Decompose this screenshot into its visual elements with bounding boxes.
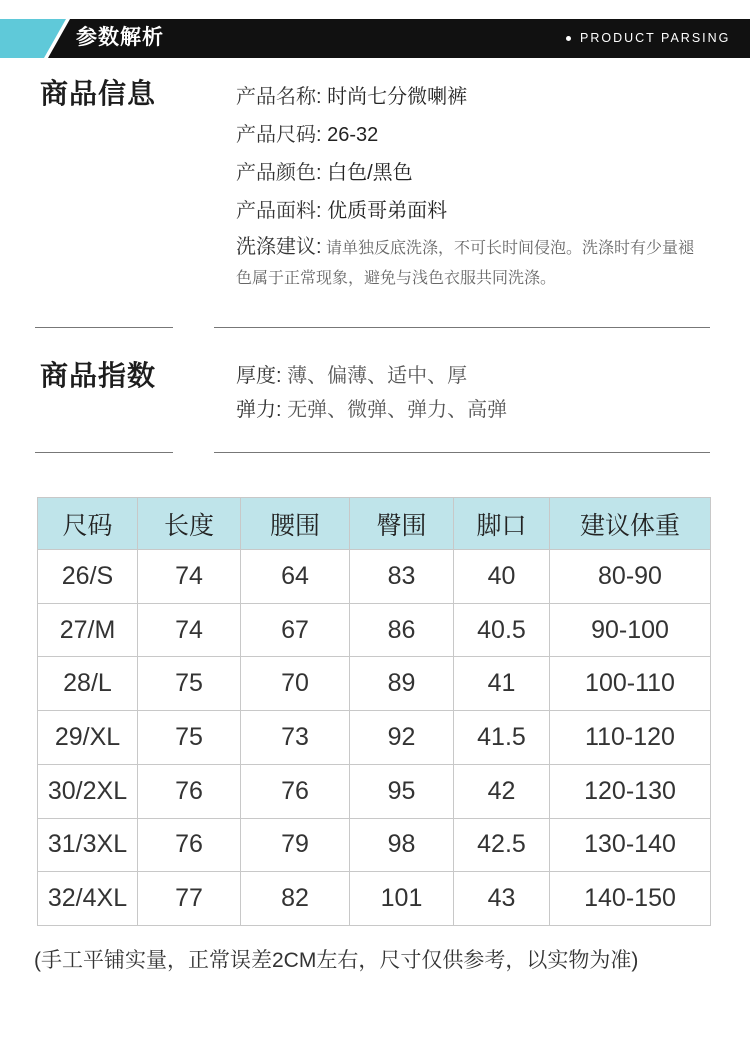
table-cell: 75 <box>138 711 241 765</box>
table-cell: 130-140 <box>550 818 711 872</box>
column-header: 腰围 <box>241 498 350 550</box>
table-cell: 30/2XL <box>38 764 138 818</box>
table-cell: 73 <box>241 711 350 765</box>
thickness-options: 薄、偏薄、适中、厚 <box>287 365 468 387</box>
elasticity-label: 弹力: <box>236 399 282 421</box>
table-cell: 86 <box>350 603 454 657</box>
column-header: 脚口 <box>454 498 550 550</box>
product-info-heading: 商品信息 <box>40 78 157 109</box>
table-cell: 42 <box>454 764 550 818</box>
divider <box>214 452 710 453</box>
table-cell: 40.5 <box>454 603 550 657</box>
table-cell: 41.5 <box>454 711 550 765</box>
header-subtitle: PRODUCT PARSING <box>580 31 731 45</box>
table-cell: 67 <box>241 603 350 657</box>
column-header: 臀围 <box>350 498 454 550</box>
table-cell: 32/4XL <box>38 872 138 926</box>
elasticity-line <box>236 393 507 422</box>
table-cell: 100-110 <box>550 657 711 711</box>
divider <box>35 327 173 328</box>
info-label: 产品颜色: <box>236 162 322 184</box>
table-cell: 75 <box>138 657 241 711</box>
table-cell: 92 <box>350 711 454 765</box>
table-cell: 74 <box>138 603 241 657</box>
table-cell: 80-90 <box>550 550 711 604</box>
size-table <box>37 497 711 926</box>
info-line-name <box>236 80 467 109</box>
info-line-color <box>236 156 413 185</box>
care-label: 洗涤建议: <box>236 236 322 258</box>
thickness-label: 厚度: <box>236 365 282 387</box>
table-cell: 27/M <box>38 603 138 657</box>
table-cell: 77 <box>138 872 241 926</box>
table-cell: 90-100 <box>550 603 711 657</box>
info-label: 产品尺码: <box>236 124 322 146</box>
thickness-line <box>236 359 467 388</box>
care-instructions <box>236 232 706 294</box>
table-cell: 70 <box>241 657 350 711</box>
info-value: 优质哥弟面料 <box>327 200 448 222</box>
divider <box>35 452 173 453</box>
table-cell: 76 <box>138 764 241 818</box>
table-cell: 42.5 <box>454 818 550 872</box>
table-row <box>38 603 711 657</box>
info-label: 产品面料: <box>236 200 322 222</box>
table-cell: 110-120 <box>550 711 711 765</box>
column-header: 建议体重 <box>550 498 711 550</box>
table-cell: 83 <box>350 550 454 604</box>
info-value: 时尚七分微喇裤 <box>327 86 468 108</box>
table-cell: 101 <box>350 872 454 926</box>
table-cell: 40 <box>454 550 550 604</box>
header-title: 参数解析 <box>76 26 164 49</box>
table-row <box>38 764 711 818</box>
table-row <box>38 657 711 711</box>
info-value: 白色/黑色 <box>327 162 413 184</box>
table-cell: 26/S <box>38 550 138 604</box>
elasticity-options: 无弹、微弹、弹力、高弹 <box>287 399 508 421</box>
table-row <box>38 818 711 872</box>
table-cell: 74 <box>138 550 241 604</box>
table-cell: 76 <box>138 818 241 872</box>
table-cell: 29/XL <box>38 711 138 765</box>
table-cell: 41 <box>454 657 550 711</box>
table-cell: 82 <box>241 872 350 926</box>
table-cell: 64 <box>241 550 350 604</box>
info-line-size <box>236 118 378 147</box>
info-line-fabric <box>236 194 447 223</box>
table-cell: 79 <box>241 818 350 872</box>
info-label: 产品名称: <box>236 86 322 108</box>
measurement-footnote: (手工平铺实量，正常误差2CM左右，尺寸仅供参考，以实物为准) <box>34 949 639 972</box>
column-header: 尺码 <box>38 498 138 550</box>
table-row <box>38 872 711 926</box>
table-cell: 89 <box>350 657 454 711</box>
product-index-heading: 商品指数 <box>40 360 157 391</box>
divider <box>214 327 710 328</box>
table-cell: 95 <box>350 764 454 818</box>
info-value: 26-32 <box>327 124 379 146</box>
table-cell: 120-130 <box>550 764 711 818</box>
table-row <box>38 711 711 765</box>
care-text: 请单独反底洗涤，不可长时间侵泡。洗涤时有少量褪色属于正常现象，避免与浅色衣服共同洗涤。 <box>236 240 695 287</box>
table-cell: 43 <box>454 872 550 926</box>
table-cell: 31/3XL <box>38 818 138 872</box>
table-cell: 140-150 <box>550 872 711 926</box>
table-header-row <box>38 498 711 550</box>
table-cell: 98 <box>350 818 454 872</box>
bullet-icon <box>566 36 571 41</box>
column-header: 长度 <box>138 498 241 550</box>
table-cell: 28/L <box>38 657 138 711</box>
table-cell: 76 <box>241 764 350 818</box>
table-row <box>38 550 711 604</box>
